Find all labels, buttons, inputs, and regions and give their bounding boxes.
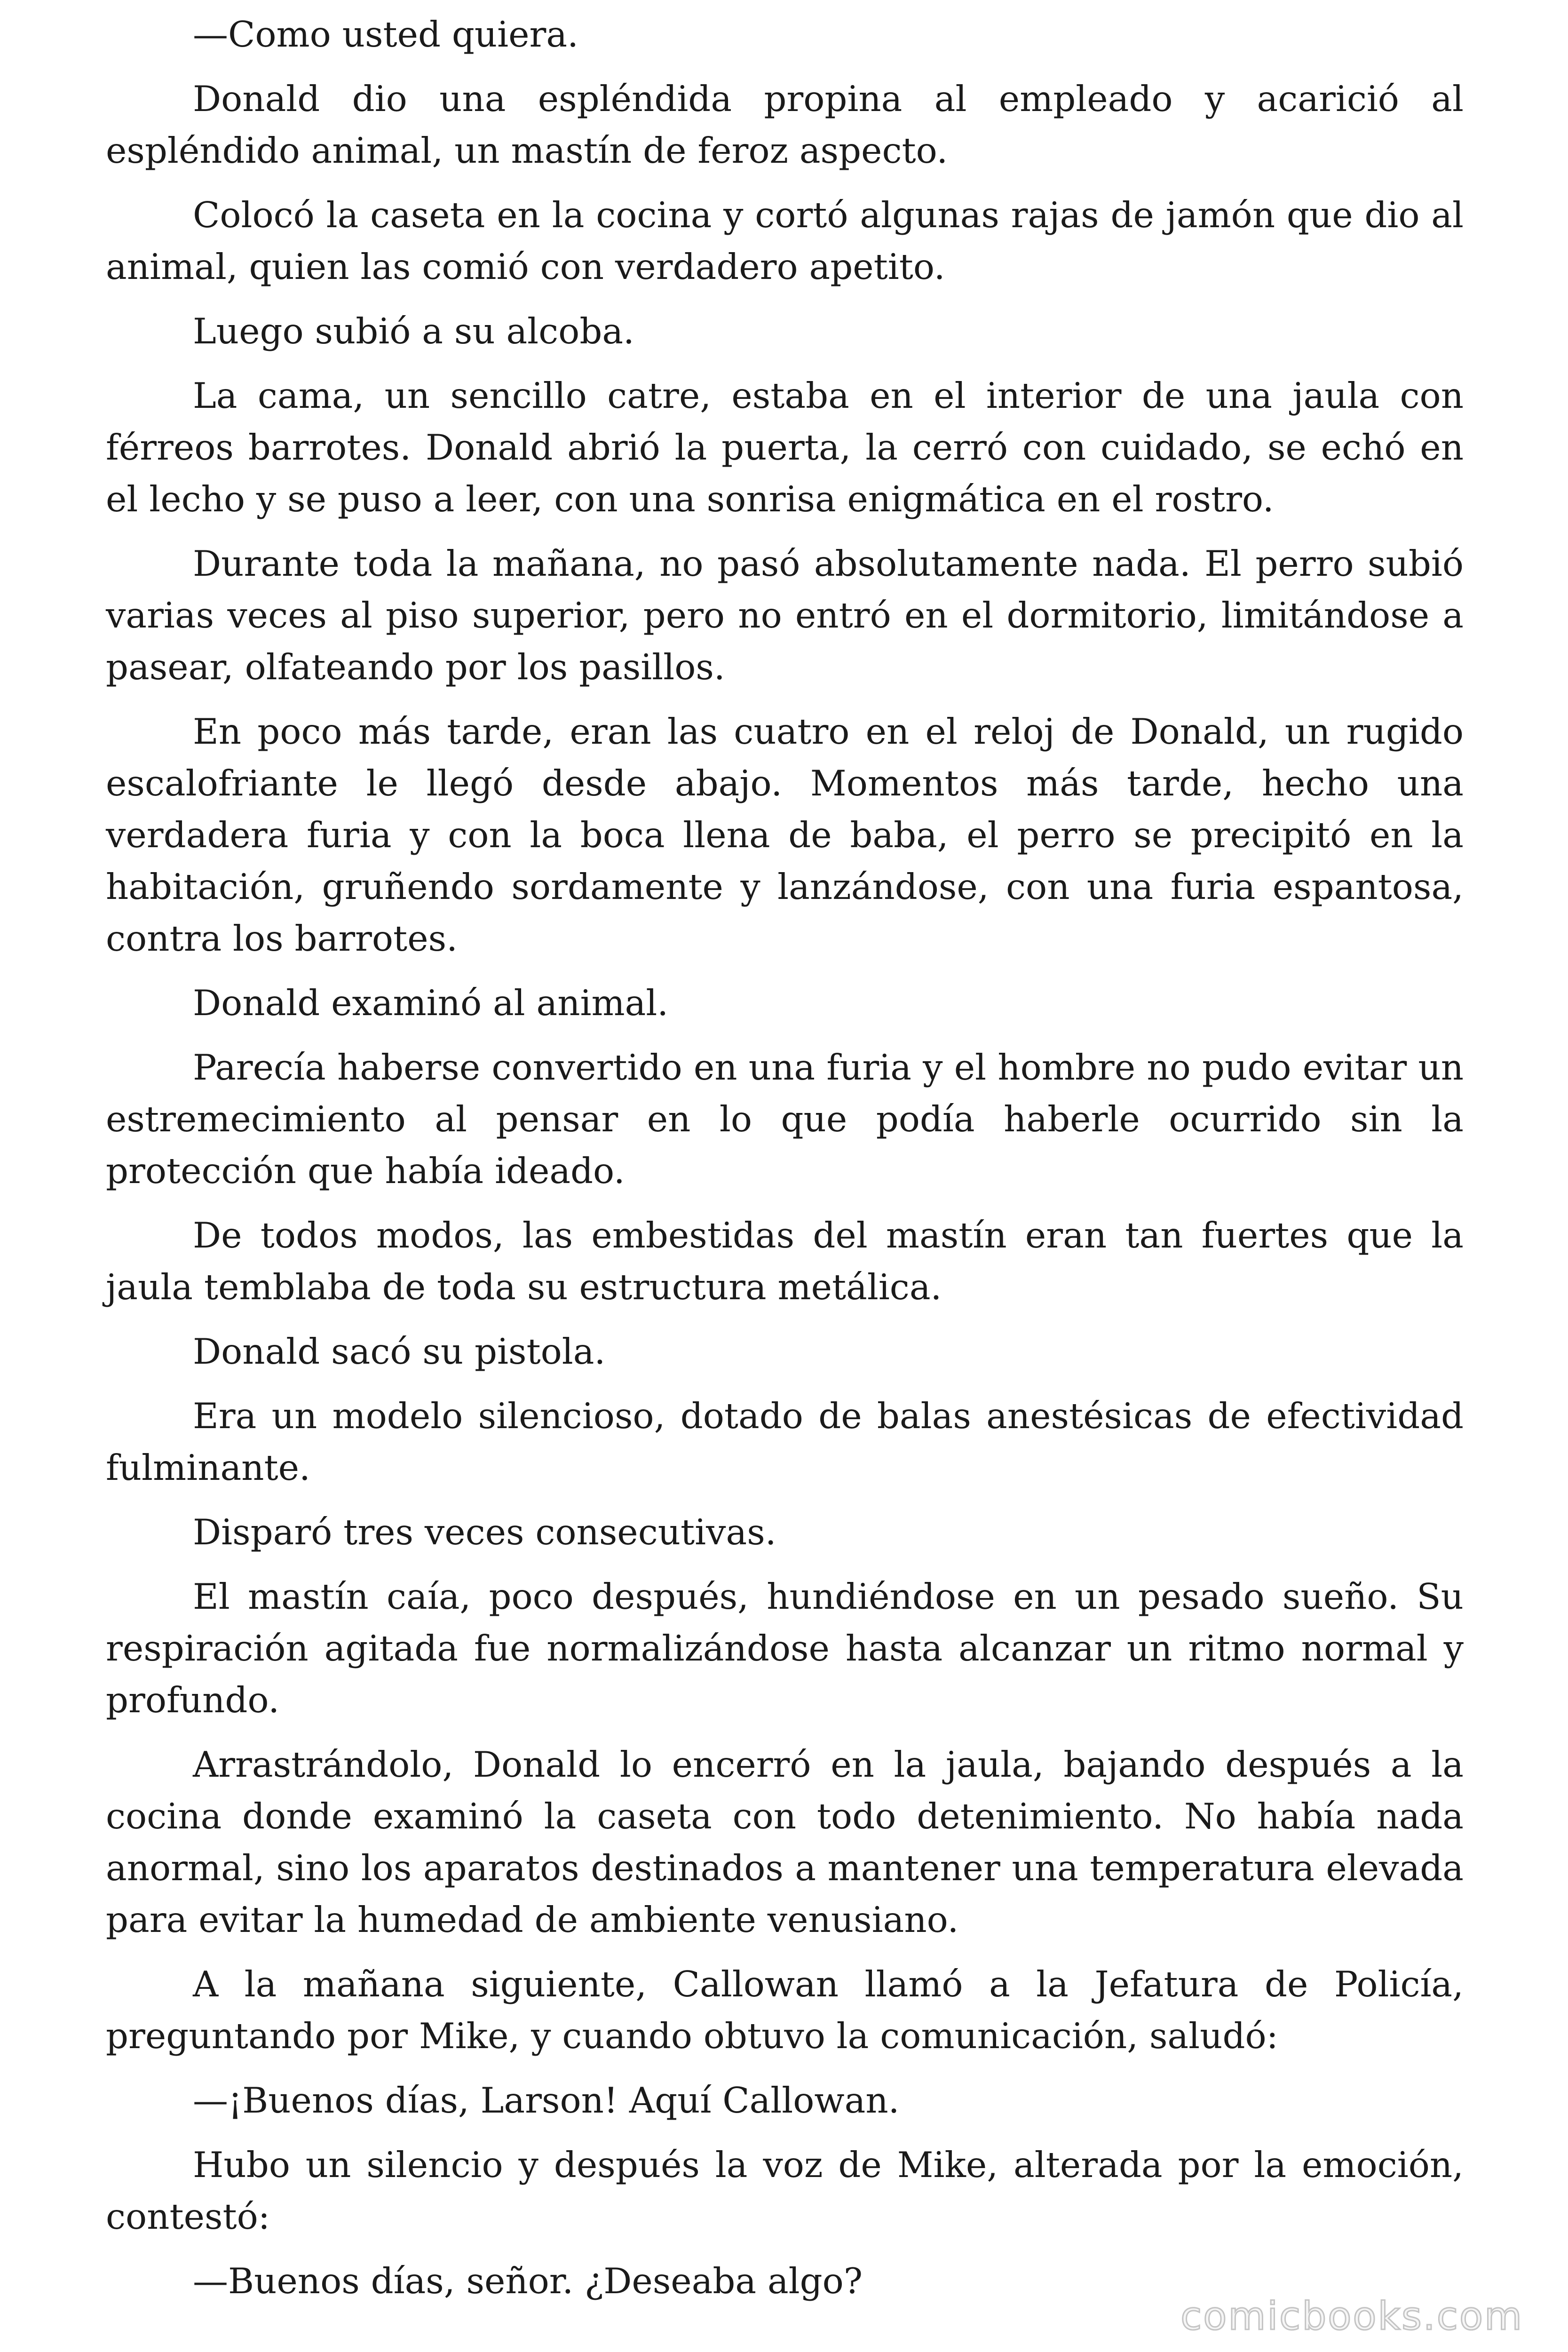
paragraph: En poco más tarde, eran las cuatro en el reloj de Donald, un rugido escalofriante le llegó desde abajo. Momentos más tarde, hecho una verdadera furia y con la boca llena de baba, el perro se precipitó en la habitación, gruñendo sordamente y lanzándose, con una furia espantosa, contra los barrotes. <box>106 711 1464 959</box>
watermark-logo: comicbooks.com <box>1180 2294 1523 2339</box>
paragraph: Durante toda la mañana, no pasó absolutamente nada. El perro subió varias veces al piso superior, pero no entró en el dormitorio, limitándose a pasear, olfateando por los pasillos. <box>106 543 1464 688</box>
paragraph: —¡Buenos días, Larson! Aquí Callowan. <box>193 2080 900 2121</box>
paragraph: Donald sacó su pistola. <box>193 1331 606 1372</box>
paragraph: Donald examinó al animal. <box>193 982 669 1024</box>
paragraph: Disparó tres veces consecutivas. <box>193 1511 776 1553</box>
paragraph: Colocó la caseta en la cocina y cortó algunas rajas de jamón que dio al animal, quien las comió con verdadero apetito. <box>106 194 1464 287</box>
paragraph: —Como usted quiera. <box>193 14 578 55</box>
page-body <box>106 8 1464 2304</box>
paragraph: —Buenos días, señor. ¿Deseaba algo? <box>193 2260 863 2302</box>
paragraph: De todos modos, las embestidas del mastín eran tan fuertes que la jaula temblaba de toda su estructura metálica. <box>106 1215 1464 1308</box>
paragraph: Donald dio una espléndida propina al empleado y acarició al espléndido animal, un mastín de feroz aspecto. <box>106 78 1464 171</box>
paragraph: La cama, un sencillo catre, estaba en el interior de una jaula con férreos barrotes. Donald abrió la puerta, la cerró con cuidado, se echó en el lecho y se puso a leer, con una sonrisa enigmática en el rostro. <box>106 375 1464 520</box>
paragraph: Era un modelo silencioso, dotado de balas anestésicas de efectividad fulminante. <box>106 1395 1464 1488</box>
paragraph: A la mañana siguiente, Callowan llamó a la Jefatura de Policía, preguntando por Mike, y cuando obtuvo la comunicación, saludó: <box>106 1963 1464 2057</box>
paragraph: Luego subió a su alcoba. <box>193 310 634 352</box>
paragraph: Parecía haberse convertido en una furia y el hombre no pudo evitar un estremecimiento al pensar en lo que podía haberle ocurrido sin la protección que había ideado. <box>106 1047 1464 1192</box>
paragraph: El mastín caía, poco después, hundiéndose en un pesado sueño. Su respiración agitada fue normalizándose hasta alcanzar un ritmo normal y profundo. <box>106 1576 1464 1721</box>
paragraph: Hubo un silencio y después la voz de Mike, alterada por la emoción, contestó: <box>106 2144 1464 2237</box>
paragraph: Arrastrándolo, Donald lo encerró en la jaula, bajando después a la cocina donde examinó la caseta con todo detenimiento. No había nada anormal, sino los aparatos destinados a mantener una temperatura elevada para evitar la humedad de ambiente venusiano. <box>106 1744 1464 1940</box>
